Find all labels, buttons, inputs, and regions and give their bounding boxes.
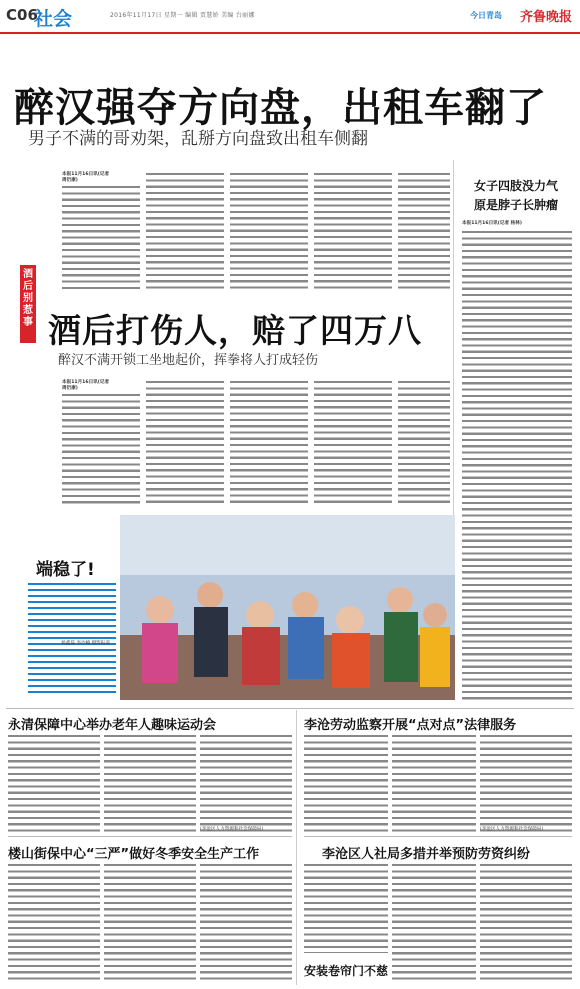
children-photo-illustration (120, 515, 455, 700)
second-col-1 (62, 393, 140, 505)
page-number: C06 (6, 6, 38, 24)
lead-col-5 (398, 172, 450, 290)
lead-col-4 (314, 172, 392, 290)
bottom-b-title: 李沧劳动监察开展“点对点”法律服务 (304, 718, 517, 733)
second-subheadline: 醉汉不满开锁工坐地起价，挥拳将人打成轻伤 (58, 353, 319, 368)
brand-prefix: 今日青岛 (470, 11, 502, 20)
lead-col-2 (146, 172, 224, 290)
second-byline: 本报11月16日讯(记者 周衍康) (62, 380, 110, 392)
sidebar-body (462, 230, 572, 700)
bottom-c-col-3 (200, 863, 292, 983)
bottom-d-col-2 (392, 863, 476, 983)
bottom-d-title: 李沧区人社局多措并举预防劳资纠纷 (322, 847, 531, 862)
section-tag: 酒后别惹事 (20, 265, 36, 343)
lead-headline: 醉汉强夺方向盘，出租车翻了 (14, 85, 547, 131)
bottom-left-divider (8, 836, 292, 837)
photo-caption-text (28, 582, 116, 694)
second-col-2 (146, 380, 224, 505)
second-col-3 (230, 380, 308, 505)
bottom-a-col-2 (104, 734, 196, 832)
lead-byline: 本报11月16日讯(记者 周衍康) (62, 172, 110, 184)
bottom-col-divider (296, 710, 297, 985)
issue-meta: 2016年11月17日 星期一 编辑 贾慧娇 美编 台丽娜 (110, 12, 255, 19)
lead-col-1 (62, 185, 140, 290)
photo-headline: 端稳了! (36, 560, 95, 580)
second-headline: 酒后打伤人，赔了四万八 (48, 311, 422, 350)
bottom-a-col-3 (200, 734, 292, 832)
bottom-d-col-3 (480, 863, 572, 983)
brand-logo: 齐鲁晚报 (519, 10, 572, 25)
bottom-b-credit: (李沧区人力资源和社会保障局) (480, 827, 544, 832)
bottom-a-col-1 (8, 734, 100, 832)
bottom-b-col-3 (480, 734, 572, 832)
bottom-a-title: 永清保障中心举办老年人趣味运动会 (8, 718, 217, 733)
bottom-e-title: 安装卷帘门不慈 (304, 964, 389, 978)
photo-credit: 侯鑫磊 李沙楠 摄影报道 (61, 641, 110, 646)
second-col-4 (314, 380, 392, 505)
lead-subheadline: 男子不满的哥劝架，乱掰方向盘致出租车侧翻 (28, 129, 368, 149)
news-photo (120, 515, 455, 700)
bottom-b-col-2 (392, 734, 476, 832)
lead-col-3 (230, 172, 308, 290)
sidebar-headline: 女子四肢没力气 原是脖子长肿瘤 (473, 179, 558, 212)
section-title: 社会 (34, 8, 73, 30)
bottom-c-title: 楼山街保中心“三严”做好冬季安全生产工作 (8, 847, 260, 862)
bottom-c-col-2 (104, 863, 196, 983)
bottom-divider (6, 708, 574, 709)
bottom-c-col-1 (8, 863, 100, 983)
bottom-right-divider (304, 836, 572, 837)
sidebar-byline: 本报11月16日讯(记者 杨林) (462, 221, 522, 226)
bottom-d-col-1 (304, 863, 388, 953)
second-col-5 (398, 380, 450, 505)
bottom-a-credit: (李沧区人力资源和社会保障局) (200, 827, 264, 832)
bottom-b-col-1 (304, 734, 388, 832)
